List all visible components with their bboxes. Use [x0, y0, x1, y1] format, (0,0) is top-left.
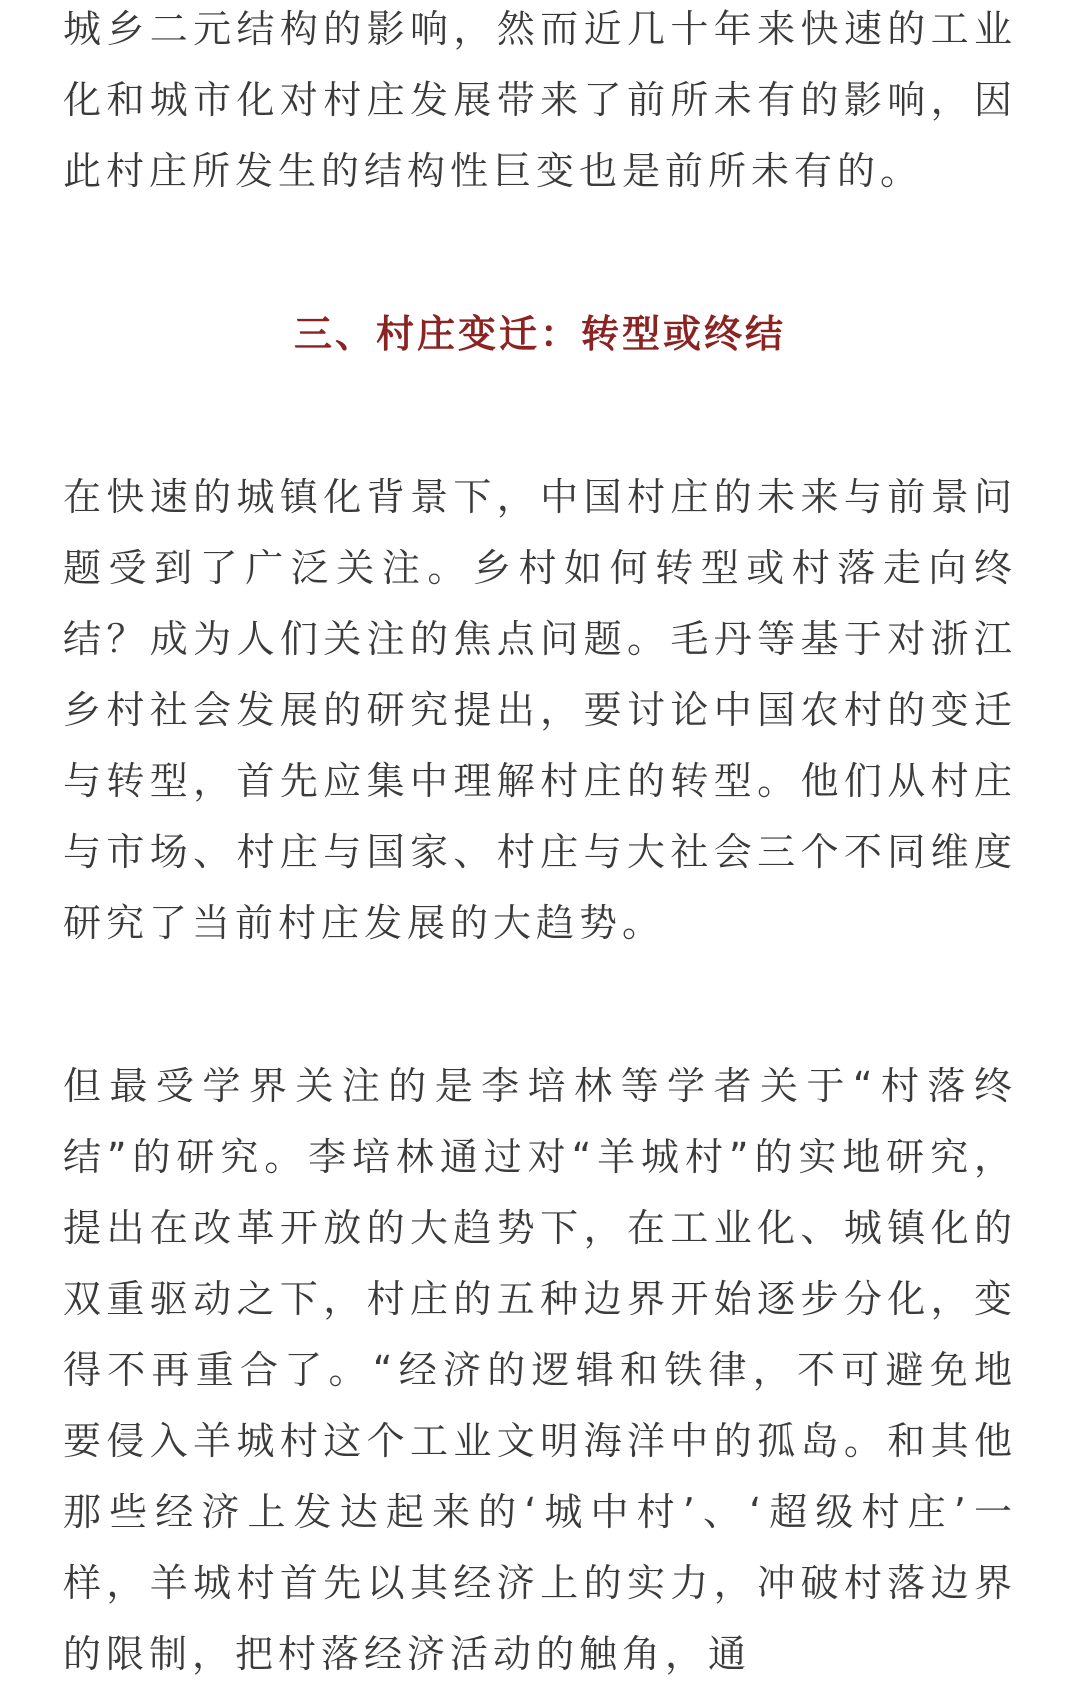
- article-body: [63, 0, 1017, 1690]
- section-heading: 三、村庄变迁：转型或终结: [293, 312, 786, 356]
- article-paragraph: 但最受学界关注的是李培林等学者关于“村落终结”的研究。李培林通过对“羊城村”的实地研究，提出在改革开放的大趋势下，在工业化、城镇化的双重驱动之下，村庄的五种边界开始逐步分化，变得不再重合了。“经济的逻辑和铁律，不可避免地要侵入羊城村这个工业文明海洋中的孤岛。和其他那些经济上发达起来的‘城中村’、‘超级村庄’一样，羊城村首先以其经济上的实力，冲破村落边界的限制，把村落经济活动的触角，通: [63, 1064, 1017, 1676]
- article-paragraph: 在快速的城镇化背景下，中国村庄的未来与前景问题受到了广泛关注。乡村如何转型或村落走向终结？成为人们关注的焦点问题。毛丹等基于对浙江乡村社会发展的研究提出，要讨论中国农村的变迁与转型，首先应集中理解村庄的转型。他们从村庄与市场、村庄与国家、村庄与大社会三个不同维度研究了当前村庄发展的大趋势。: [63, 475, 1017, 945]
- article-paragraph: 城乡二元结构的影响，然而近几十年来快速的工业化和城市化对村庄发展带来了前所未有的影响，因此村庄所发生的结构性巨变也是前所未有的。: [63, 7, 1017, 193]
